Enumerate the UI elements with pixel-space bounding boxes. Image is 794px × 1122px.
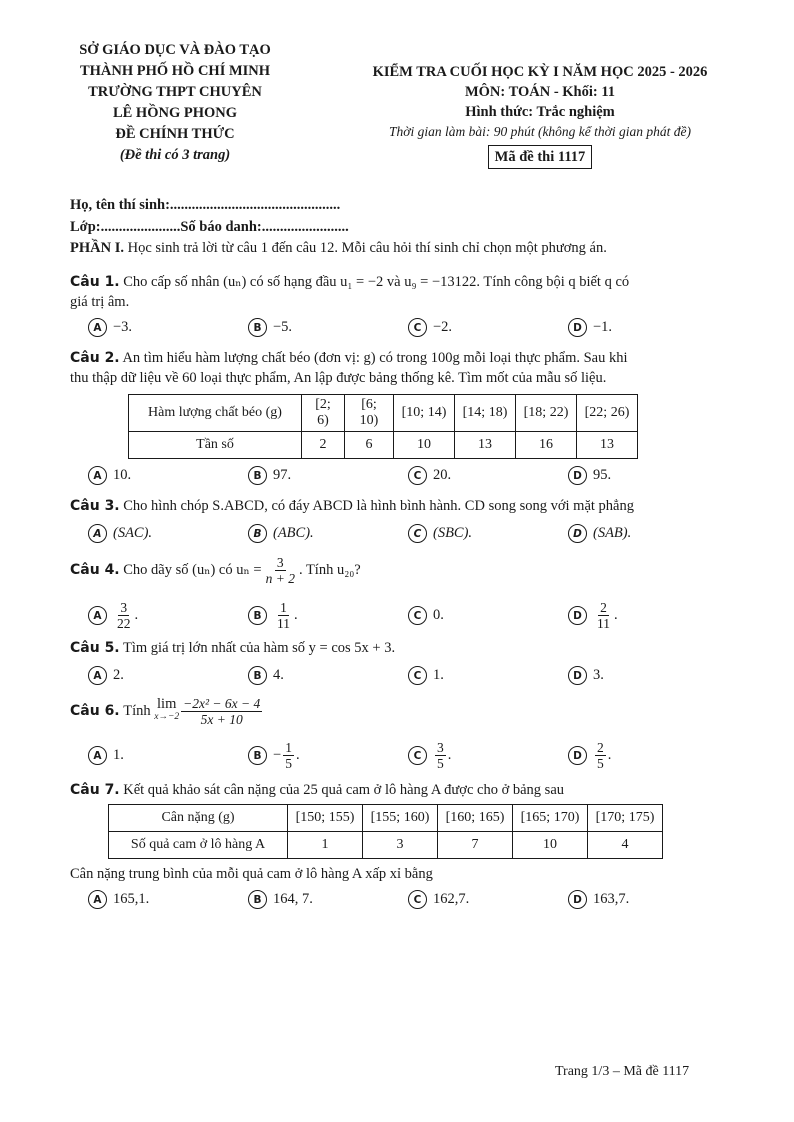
table-cell: 16 <box>516 432 577 459</box>
option-text: 163,7. <box>593 891 630 907</box>
q4-stem <box>70 553 734 587</box>
option-text: 0. <box>433 607 444 623</box>
official-label: ĐỀ CHÍNH THỨC <box>115 126 235 142</box>
q7-table <box>108 804 663 859</box>
q5-option-d[interactable] <box>568 666 604 685</box>
q2-options <box>88 466 708 492</box>
q3-stem <box>70 496 734 516</box>
table-cell: [6; 10) <box>345 395 394 432</box>
q3-option-a[interactable] <box>88 524 152 543</box>
q5-option-a[interactable] <box>88 666 124 685</box>
table-cell: 10 <box>394 432 455 459</box>
q2-label: Câu 2. <box>70 350 120 366</box>
q6-limit <box>154 698 179 724</box>
table-row <box>129 395 638 432</box>
q5-stem <box>70 638 734 658</box>
option-letter: D <box>568 524 587 543</box>
student-name-line: Họ, tên thí sinh:............................................... <box>70 197 341 213</box>
table-cell: Số quả cam ở lô hàng A <box>109 832 288 859</box>
option-letter: C <box>408 606 427 625</box>
page-count-note: (Đề thi có 3 trang) <box>119 147 231 163</box>
option-letter: D <box>568 606 587 625</box>
q6-option-a[interactable] <box>88 746 124 765</box>
q7-option-b[interactable] <box>248 890 313 909</box>
q7-question: Cân nặng trung bình của mỗi quả cam ở lô hàng A xấp xỉ bằng <box>70 866 433 882</box>
option-letter: A <box>88 746 107 765</box>
table-cell: [22; 26) <box>577 395 638 432</box>
q2-text-a: An tìm hiểu hàm lượng chất béo (đơn vị: g) có trong 100g mỗi loại thực phẩm. Sau khi <box>122 350 628 366</box>
part1-text: Học sinh trả lời từ câu 1 đến câu 12. Mỗi câu hỏi thí sinh chỉ chọn một phương án. <box>127 240 607 256</box>
q4-post: . Tính u₂₀? <box>298 562 361 578</box>
table-cell: 4 <box>588 832 663 859</box>
limit-subscript: x→−2 <box>154 712 180 722</box>
option-letter: A <box>88 606 107 625</box>
option-letter: A <box>88 524 107 543</box>
option-text: (SAB). <box>593 525 632 541</box>
table-cell: Hàm lượng chất béo (g) <box>129 395 302 432</box>
student-class-line: Lớp:......................Số báo danh:........................ <box>70 219 349 235</box>
option-letter: A <box>88 318 107 337</box>
table-cell: [165; 170) <box>513 805 588 832</box>
q2-option-d[interactable] <box>568 466 611 485</box>
q1-option-a[interactable] <box>88 318 132 337</box>
table-cell: 6 <box>345 432 394 459</box>
option-text: 95. <box>593 467 612 483</box>
option-fraction: $\frac{2}{5}$ <box>597 740 604 771</box>
option-fraction: $\frac{2}{11}$ <box>597 600 610 631</box>
option-text: 1. <box>433 667 444 683</box>
q7-label: Câu 7. <box>70 782 120 798</box>
q1-stem <box>70 272 734 292</box>
q1-options <box>88 318 708 344</box>
q3-options <box>88 524 708 550</box>
option-text: 2. <box>113 667 124 683</box>
table-cell: 1 <box>288 832 363 859</box>
q7-stem <box>70 780 734 800</box>
q6-stem <box>70 693 734 729</box>
table-row <box>129 432 638 459</box>
table-cell: [160; 165) <box>438 805 513 832</box>
q4-option-b[interactable]: B $\frac{1}{11}$ . <box>248 600 298 631</box>
option-text: −1. <box>593 319 613 335</box>
option-letter: A <box>88 666 107 685</box>
option-letter: D <box>568 318 587 337</box>
option-text: 3. <box>593 667 604 683</box>
header-left <box>60 40 290 166</box>
table-cell: Tần số <box>129 432 302 459</box>
option-letter: A <box>88 890 107 909</box>
q5-text: Tìm giá trị lớn nhất của hàm số y = cos 5x + 3. <box>123 640 396 656</box>
option-letter: B <box>248 524 267 543</box>
option-text: 97. <box>273 467 292 483</box>
q3-option-b[interactable] <box>248 524 314 543</box>
q7-text: Kết quả khảo sát cân nặng của 25 quả cam ở lô hàng A được cho ở bảng sau <box>123 782 565 798</box>
option-letter: B <box>248 466 267 485</box>
q4-pre: Cho dãy số (uₙ) có uₙ = <box>123 562 262 578</box>
q5-option-c[interactable] <box>408 666 444 685</box>
q1-text-b: giá trị âm. <box>70 294 130 310</box>
option-letter: C <box>408 318 427 337</box>
option-letter: D <box>568 466 587 485</box>
q6-option-b[interactable]: B − $\frac{1}{5}$ . <box>248 740 300 771</box>
table-cell: 13 <box>577 432 638 459</box>
table-cell: 2 <box>302 432 345 459</box>
q6-option-c[interactable]: C $\frac{3}{5}$ . <box>408 740 451 771</box>
option-letter: C <box>408 466 427 485</box>
q1-label: Câu 1. <box>70 274 120 290</box>
exam-subject: MÔN: TOÁN - Khối: 11 <box>464 84 616 100</box>
q3-text: Cho hình chóp S.ABCD, có đáy ABCD là hình bình hành. CD song song với mặt phẳng <box>123 498 634 514</box>
q7-option-c[interactable] <box>408 890 469 909</box>
option-text: 10. <box>113 467 132 483</box>
q1-option-d[interactable] <box>568 318 612 337</box>
exam-format: Hình thức: Trắc nghiệm <box>465 104 615 120</box>
q2-option-a[interactable] <box>88 466 131 485</box>
table-cell: [150; 155) <box>288 805 363 832</box>
q6-pre: Tính <box>123 703 151 719</box>
limit-text: lim <box>157 696 177 712</box>
dept-name: SỞ GIÁO DỤC VÀ ĐÀO TẠO <box>79 42 271 58</box>
table-row <box>109 805 663 832</box>
option-letter: D <box>568 746 587 765</box>
q3-option-c[interactable] <box>408 524 472 543</box>
option-text: (ABC). <box>273 525 314 541</box>
table-cell: [10; 14) <box>394 395 455 432</box>
option-letter: B <box>248 606 267 625</box>
option-fraction: $\frac{1}{5}$ <box>285 740 292 771</box>
option-letter: C <box>408 746 427 765</box>
table-cell: [2; 6) <box>302 395 345 432</box>
q4-option-a[interactable]: A $\frac{3}{22}$ . <box>88 600 138 631</box>
q3-label: Câu 3. <box>70 498 120 514</box>
q7-option-d[interactable] <box>568 890 629 909</box>
option-letter: A <box>88 466 107 485</box>
option-fraction: $\frac{3}{22}$ <box>117 600 131 631</box>
option-letter: B <box>248 666 267 685</box>
header-right <box>350 62 730 169</box>
q7-options <box>88 890 708 916</box>
option-letter: B <box>248 890 267 909</box>
option-fraction: $\frac{3}{5}$ <box>437 740 444 771</box>
table-cell: 3 <box>363 832 438 859</box>
option-text: 165,1. <box>113 891 150 907</box>
option-text: −2. <box>433 319 453 335</box>
option-fraction: $\frac{1}{11}$ <box>277 600 290 631</box>
option-text: 164, 7. <box>273 891 313 907</box>
table-cell: [155; 160) <box>363 805 438 832</box>
exam-title: KIỂM TRA CUỐI HỌC KỲ I NĂM HỌC 2025 - 2026 <box>372 64 708 80</box>
q1-text-a: Cho cấp số nhân (uₙ) có số hạng đầu u₁ = −2 và u₉ = −13122. Tính công bội q biết q có <box>123 274 630 290</box>
option-letter: B <box>248 318 267 337</box>
option-text: (SBC). <box>433 525 473 541</box>
q7-option-a[interactable] <box>88 890 149 909</box>
school-name-2: LÊ HỒNG PHONG <box>112 105 238 121</box>
option-text: 20. <box>433 467 452 483</box>
q5-options <box>88 666 708 692</box>
table-cell: 10 <box>513 832 588 859</box>
table-cell: 7 <box>438 832 513 859</box>
exam-time: Thời gian làm bài: 90 phút (không kể thời gian phát đề) <box>388 124 691 139</box>
table-cell: 13 <box>455 432 516 459</box>
q4-option-c[interactable] <box>408 606 444 625</box>
option-sign: − <box>273 747 282 763</box>
option-text: 1. <box>113 747 124 763</box>
option-letter: D <box>568 890 587 909</box>
q2-stem <box>70 348 734 368</box>
option-letter: C <box>408 666 427 685</box>
table-row <box>109 832 663 859</box>
q4-option-d[interactable]: D $\frac{2}{11}$ . <box>568 600 618 631</box>
q6-fraction: $\frac{\text{−2x² − 6x − 4}}{5x + 10}$ <box>183 695 261 727</box>
q6-label: Câu 6. <box>70 703 120 719</box>
exam-code-box: Mã đề thi 1117 <box>488 145 593 169</box>
table-cell: [14; 18) <box>455 395 516 432</box>
q5-option-b[interactable] <box>248 666 284 685</box>
option-text: −5. <box>273 319 293 335</box>
part1-instruction <box>70 238 734 258</box>
page-footer: Trang 1/3 – Mã đề 1117 <box>555 1064 690 1079</box>
q2-option-b[interactable] <box>248 466 291 485</box>
option-letter: D <box>568 666 587 685</box>
table-cell: [170; 175) <box>588 805 663 832</box>
option-text: 4. <box>273 667 284 683</box>
q3-option-d[interactable] <box>568 524 631 543</box>
table-cell: [18; 22) <box>516 395 577 432</box>
school-name-1: TRƯỜNG THPT CHUYÊN <box>88 84 262 100</box>
q2-text-b: thu thập dữ liệu về 60 loại thực phẩm, An lập được bảng thống kê. Tìm mốt của mẫu số liệu. <box>70 370 607 386</box>
city-name: THÀNH PHỐ HỒ CHÍ MINH <box>79 63 271 79</box>
option-letter: C <box>408 524 427 543</box>
q2-option-c[interactable] <box>408 466 451 485</box>
option-text: −3. <box>113 319 133 335</box>
q4-label: Câu 4. <box>70 562 120 578</box>
q6-option-d[interactable]: D $\frac{2}{5}$ . <box>568 740 611 771</box>
option-text: 162,7. <box>433 891 470 907</box>
q6-options <box>88 738 708 774</box>
q4-options <box>88 596 708 632</box>
q4-fraction: $\frac{3}{n + 2}$ <box>265 554 295 586</box>
part1-label: PHẦN I. <box>70 240 124 256</box>
option-letter: C <box>408 890 427 909</box>
option-text: (SAC). <box>113 525 153 541</box>
table-cell: Cân nặng (g) <box>109 805 288 832</box>
q2-table <box>128 394 638 459</box>
q5-label: Câu 5. <box>70 640 120 656</box>
option-letter: B <box>248 746 267 765</box>
q1-option-c[interactable] <box>408 318 452 337</box>
q1-option-b[interactable] <box>248 318 292 337</box>
